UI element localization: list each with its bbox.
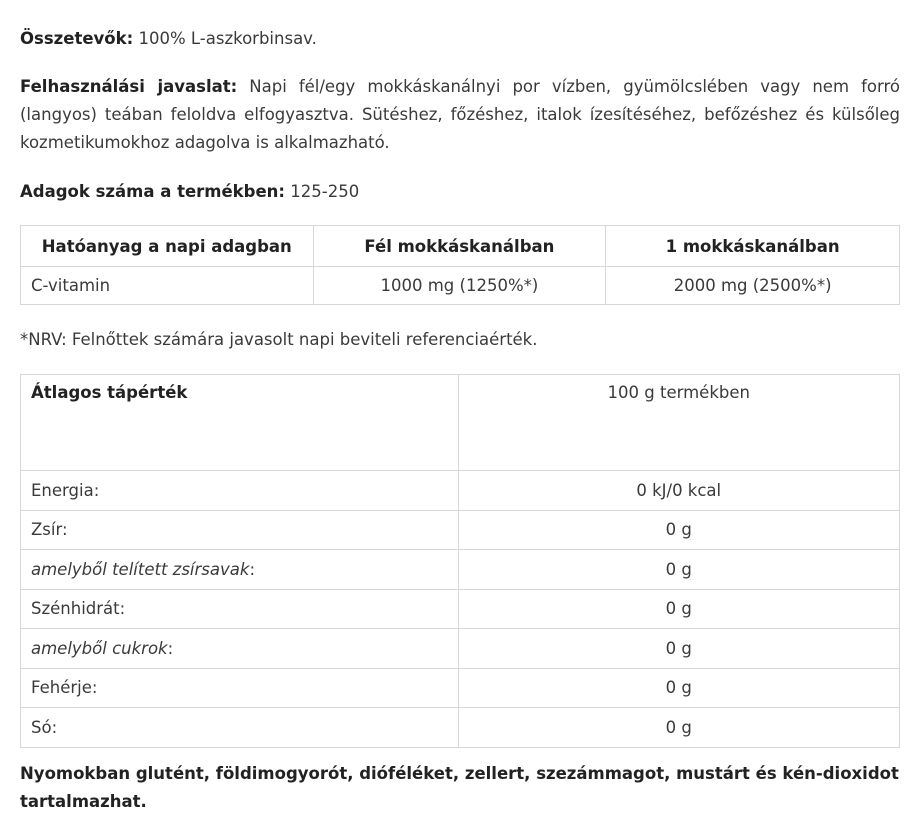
active-ingredient-table — [20, 225, 900, 305]
table-row — [21, 510, 900, 550]
header-active-ingredient: Hatóanyag a napi adagban — [21, 226, 314, 267]
nutrient-name-cell — [21, 550, 459, 590]
table-header-row — [21, 226, 900, 267]
nutrient-name-cell — [21, 629, 459, 669]
nutrient-value: 0 kJ/0 kcal — [458, 471, 900, 511]
header-per-100g: 100 g termékben — [458, 375, 900, 471]
header-one-spoon: 1 mokkáskanálban — [606, 226, 900, 267]
doses-paragraph — [20, 178, 900, 206]
doses-label: Adagok száma a termékben: — [20, 182, 286, 201]
nutrient-name: Fehérje: — [21, 668, 459, 708]
nutrient-value: 0 g — [458, 668, 900, 708]
nutrient-value: 0 g — [458, 589, 900, 629]
nutrient-name: amelyből cukrok — [31, 638, 168, 658]
nutrient-name-suffix: : — [167, 638, 174, 658]
doses-text: 125-250 — [285, 182, 360, 201]
nutrient-name-suffix: : — [249, 559, 256, 579]
header-nutrition: Átlagos tápérték — [21, 375, 459, 471]
usage-paragraph — [20, 73, 900, 157]
cell-half-spoon-value: 1000 mg (1250%*) — [313, 267, 606, 305]
table-row — [21, 589, 900, 629]
nrv-note: *NRV: Felnőttek számára javasolt napi beviteli referenciaérték. — [20, 330, 538, 349]
cell-one-spoon-value: 2000 mg (2500%*) — [606, 267, 900, 305]
nutrient-name: amelyből telített zsírsavak — [31, 559, 250, 579]
ingredients-label: Összetevők: — [20, 29, 134, 48]
nutrient-name: Zsír: — [21, 510, 459, 550]
table-row — [21, 629, 900, 669]
usage-label: Felhasználási javaslat: — [20, 77, 238, 96]
usage-text: Napi fél/egy mokkáskanálnyi por vízben, gyümölcslében vagy nem forró (langyos) teában feloldva elfogyasztva. Sütéshez, főzéshez, italok ízesítéséhez, befőzéshez és külsőleg kozmetikumokhoz adagolva is alkalmazható. — [20, 77, 900, 152]
cell-ingredient-name: C-vitamin — [21, 267, 314, 305]
table-header-row — [21, 375, 900, 471]
trace-allergen-text: Nyomokban glutént, földimogyorót, dióféléket, zellert, szezámmagot, mustárt és kén-dioxidot tartalmazhat. — [20, 764, 899, 811]
table-row — [21, 708, 900, 748]
table-row — [21, 471, 900, 511]
nutrient-value: 0 g — [458, 708, 900, 748]
nutrient-value: 0 g — [458, 510, 900, 550]
ingredients-paragraph — [20, 25, 900, 53]
table-row — [21, 550, 900, 590]
nutrient-value: 0 g — [458, 550, 900, 590]
nutrient-name: Szénhidrát: — [21, 589, 459, 629]
nutrient-name: Só: — [21, 708, 459, 748]
nutrient-value: 0 g — [458, 629, 900, 669]
trace-allergen-note — [20, 760, 905, 816]
nutrition-table — [20, 374, 900, 748]
table-row — [21, 267, 900, 305]
nutrient-name: Energia: — [21, 471, 459, 511]
table-row — [21, 668, 900, 708]
ingredients-text: 100% L-aszkorbinsav. — [133, 29, 317, 48]
header-half-spoon: Fél mokkáskanálban — [313, 226, 606, 267]
